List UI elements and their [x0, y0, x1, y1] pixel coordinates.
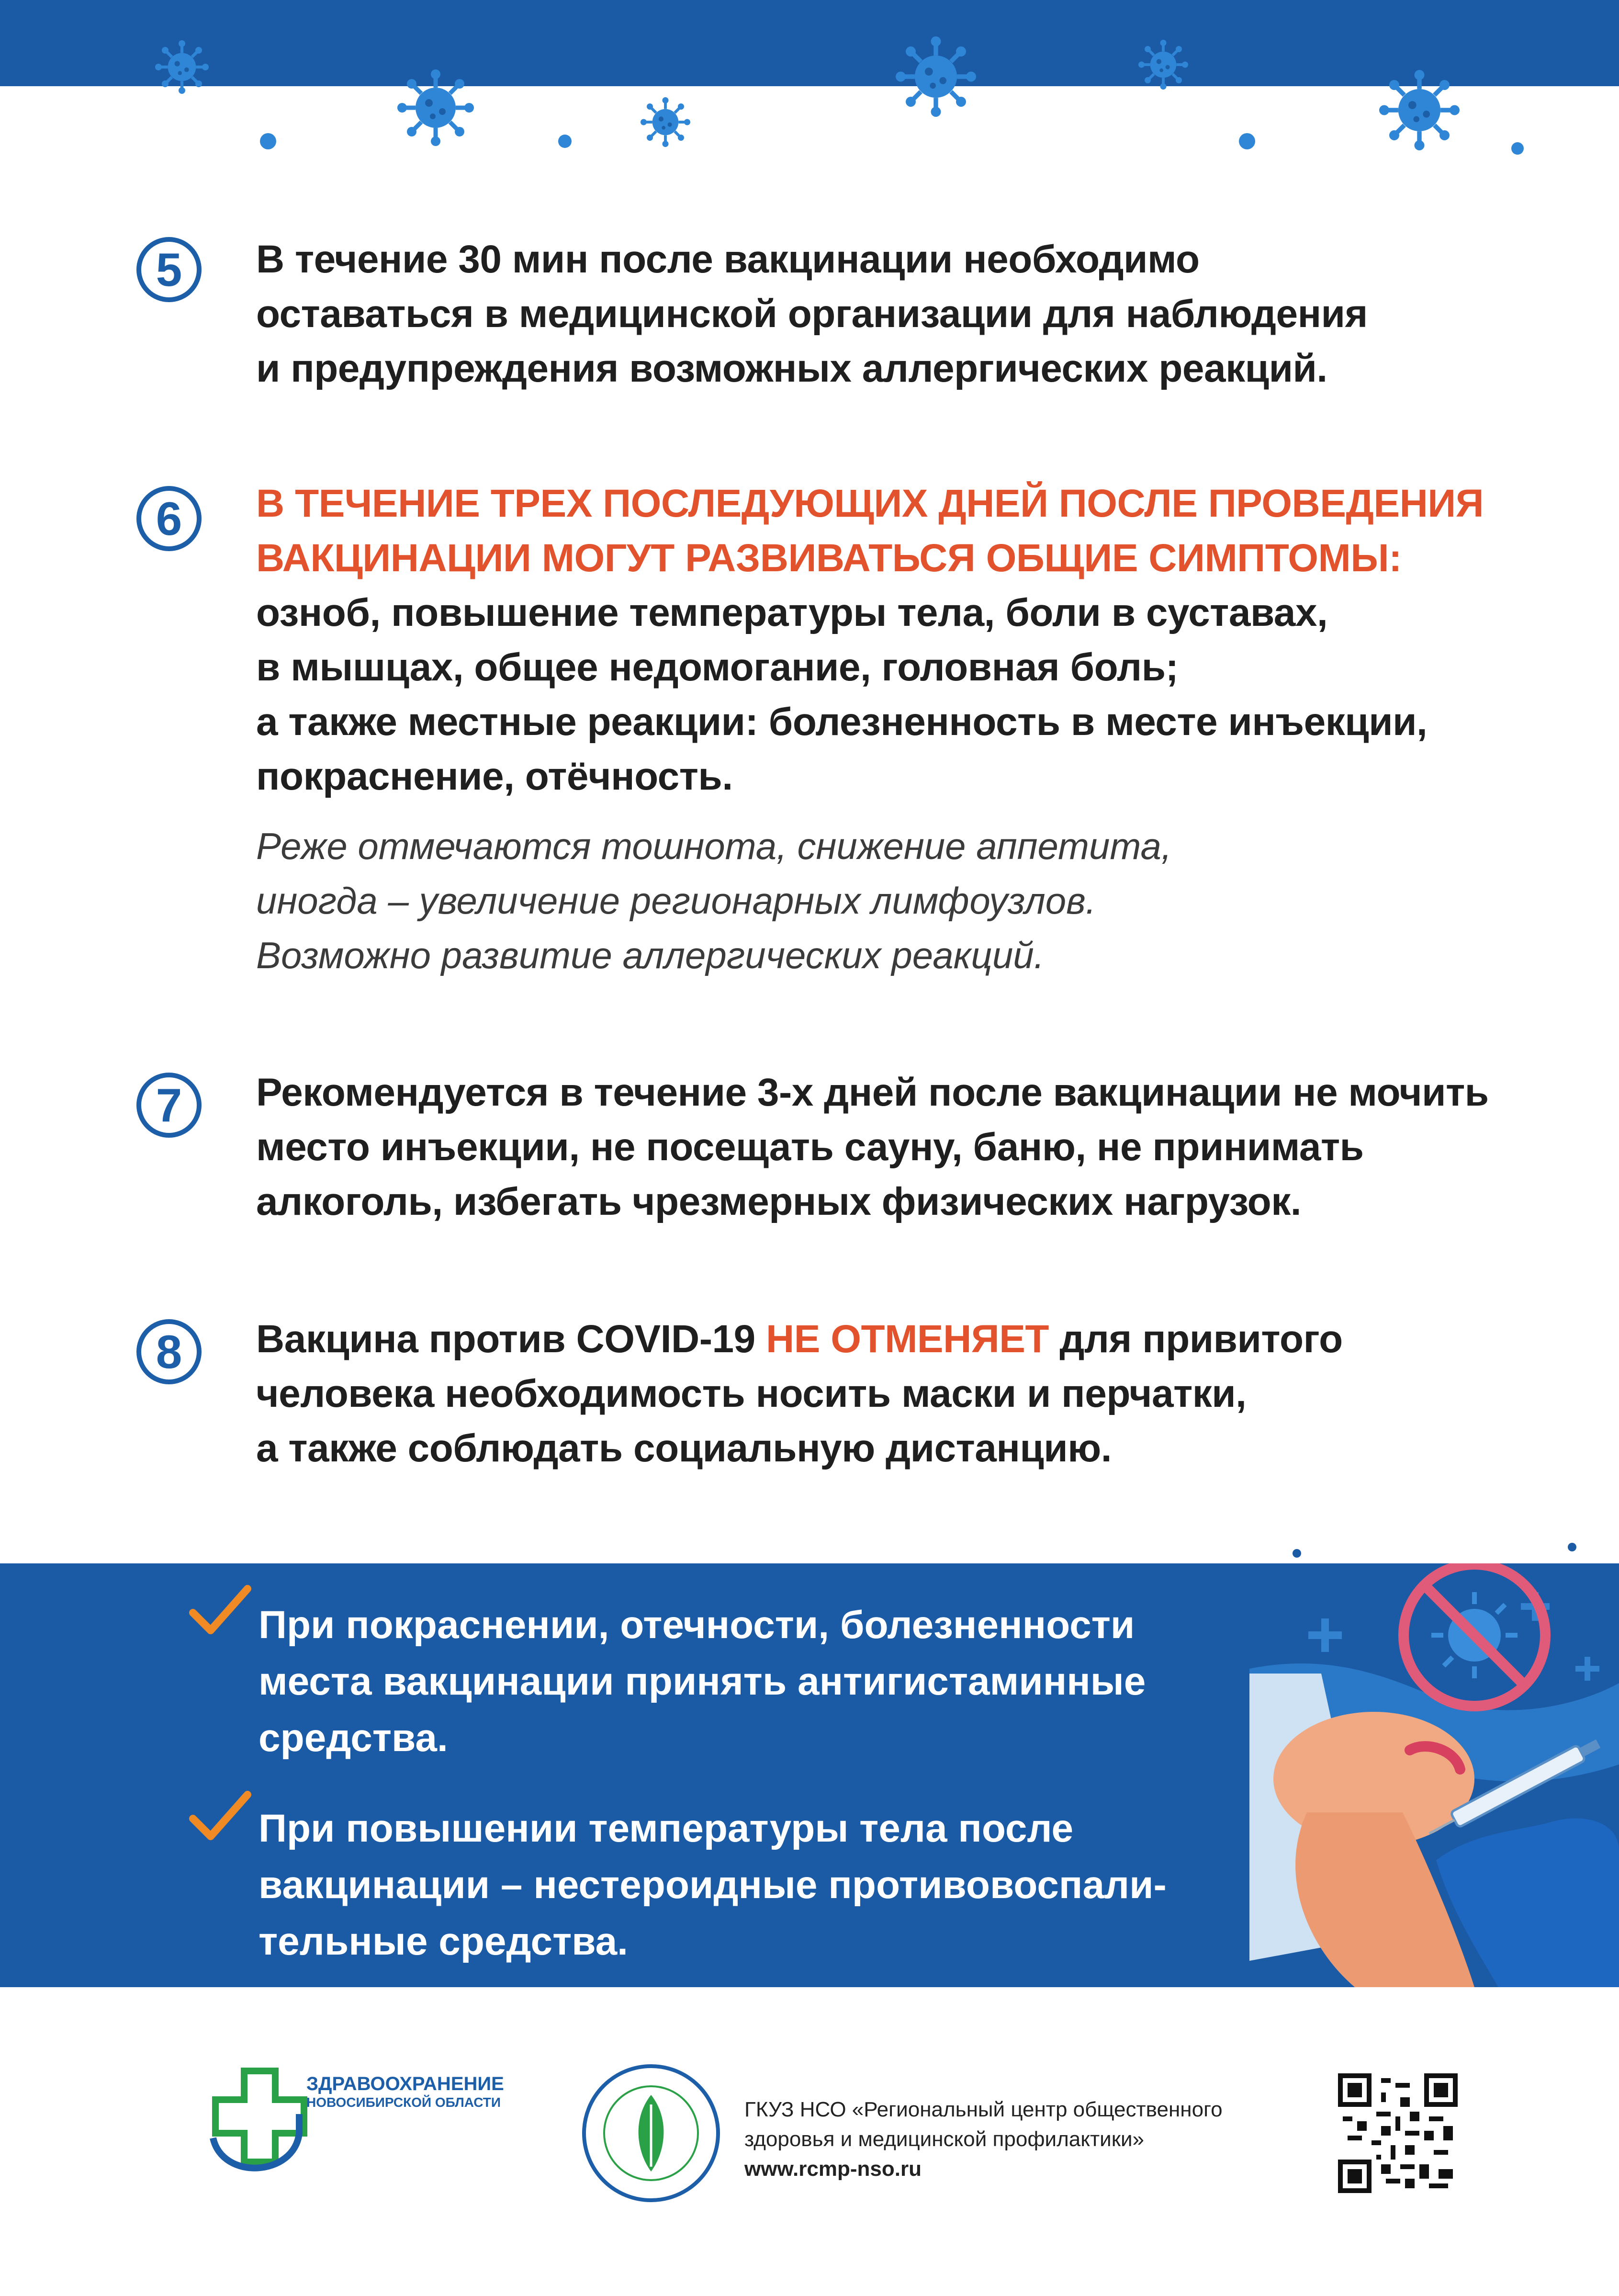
virus-decoration: [0, 0, 1619, 172]
item-text: Вакцина против COVID-19 НЕ ОТМЕНЯЕТ для привитого человека необходимость носить маски и перчатки, а также соблюдать социальную дистанцию.: [256, 1317, 1343, 1470]
item-text: Рекомендуется в течение 3-х дней после вакцинации не мочить место инъекции, не посещать сауну, баню, не принимать алкоголь, избегать чрезмерных физических нагрузок.: [256, 1071, 1489, 1223]
organization-name: ГКУЗ НСО «Региональный центр общественного здоровья и медицинской профилактики»: [744, 2098, 1223, 2151]
item-heading: В ТЕЧЕНИЕ ТРЕХ ПОСЛЕДУЮЩИХ ДНЕЙ ПОСЛЕ ПРОВЕДЕНИЯ ВАКЦИНАЦИИ МОГУТ РАЗВИВАТЬСЯ ОБЩИЕ СИМПТОМЫ:: [256, 482, 1484, 580]
item-text: озноб, повышение температуры тела, боли в суставах, в мышцах, общее недомогание, головная боль; а также местные реакции: болезненность в месте инъекции, покраснение, отёчность.: [256, 591, 1428, 798]
decor-dot: [1568, 1543, 1576, 1551]
accent-text: НЕ ОТМЕНЯЕТ: [766, 1317, 1049, 1361]
checkmark-icon: [189, 1791, 251, 1844]
qr-code: [1338, 2073, 1458, 2193]
number-circle: 8: [136, 1319, 202, 1384]
checkmark-icon: [189, 1585, 251, 1638]
tip-antihistamine: При покраснении, отечности, болезненности места вакцинации принять антигистаминные средства.: [259, 1603, 1146, 1760]
decor-dot: [1293, 1549, 1301, 1558]
vaccination-illustration: [1249, 1563, 1619, 1987]
item-text: В течение 30 мин после вакцинации необходимо оставаться в медицинской организации для наблюдения и предупреждения возможных аллергических реакций.: [256, 238, 1368, 390]
item-note: Реже отмечаются тошнота, снижение аппетита, иногда – увеличение регионарных лимфоузлов. Возможно развитие аллергических реакций.: [256, 825, 1172, 976]
health-logo-title: ЗДРАВООХРАНЕНИЕ НОВОСИБИРСКОЙ ОБЛАСТИ: [306, 2073, 504, 2110]
website-link[interactable]: www.rcmp-nso.ru: [744, 2157, 922, 2181]
number-circle: 6: [136, 486, 202, 551]
tip-nsaid: При повышении температуры тела после вакцинации – нестероидные противовоспали- тельные средства.: [259, 1807, 1167, 1963]
number-circle: 7: [136, 1073, 202, 1138]
center-emblem-logo: [579, 2061, 723, 2205]
number-circle: 5: [136, 237, 202, 302]
